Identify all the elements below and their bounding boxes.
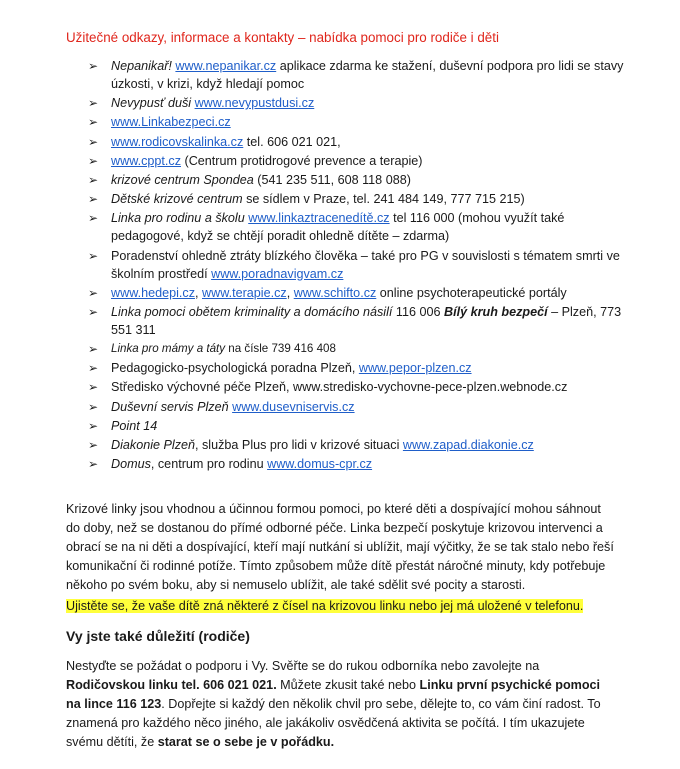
- section-heading: Vy jste také důležití (rodiče): [66, 628, 250, 644]
- list-item: [86, 417, 626, 435]
- item-name: Diakonie Plzeň: [111, 438, 196, 452]
- item-text: na čísle 739 416 408: [225, 342, 336, 356]
- item-name: Nevypusť duši: [111, 96, 192, 111]
- list-item: [86, 133, 626, 151]
- list-item: [86, 359, 626, 377]
- item-link[interactable]: www.rodicovskalinka.cz: [111, 134, 244, 149]
- item-link[interactable]: www.terapie.cz: [202, 285, 287, 300]
- list-item: [86, 94, 626, 112]
- arrow-bullet-icon: ➢: [88, 361, 99, 376]
- para-bold: starat se o sebe je v pořádku.: [157, 735, 335, 749]
- item-bold: Bílý kruh bezpečí: [444, 304, 548, 319]
- item-link[interactable]: www.domus-cpr.cz: [267, 457, 373, 472]
- arrow-bullet-icon: ➢: [88, 211, 99, 226]
- list-item: [86, 190, 626, 208]
- list-item: [86, 436, 626, 454]
- arrow-bullet-icon: ➢: [88, 418, 99, 433]
- arrow-bullet-icon: ➢: [88, 285, 99, 300]
- para-bold: Rodičovskou linku tel. 606 021 021.: [66, 678, 277, 692]
- list-item: [86, 171, 626, 189]
- item-name: Linka pro rodinu a školu: [111, 211, 245, 226]
- arrow-bullet-icon: ➢: [88, 115, 99, 130]
- item-link[interactable]: www.nevypustdusi.cz: [194, 96, 315, 111]
- crisis-lines-paragraph: Krizové linky jsou vhodnou a účinnou formou pomoci, po které děti a dospívající mohou sáhnout do doby, než se dostanou do přímé odborné péče. Linka bezpečí poskytuje krizovou intervenci a obrací se na ni děti a dospívající, kteří mají nutkání si ublížit, mají výčitky, že se tak stalo nebo řeší komunikační či rodinné potíže. Tímto způsobem může dítě přestát náročné minuty, kdy potřebuje někoho po svém boku, aby si nemuselo ublížit, ale také sdělit své pocity a starosti.: [66, 502, 614, 592]
- item-link[interactable]: www.Linkabezpeci.cz: [111, 115, 231, 130]
- arrow-bullet-icon: ➢: [88, 96, 99, 111]
- item-name: Dětské krizové centrum: [111, 192, 243, 207]
- arrow-bullet-icon: ➢: [88, 248, 99, 263]
- list-item: [86, 455, 626, 473]
- item-link[interactable]: www.dusevniservis.cz: [232, 399, 355, 414]
- item-text: Středisko výchovné péče Plzeň, www.stredisko-vychovne-pece-plzen.webnode.cz: [111, 380, 568, 395]
- para-text: Můžete zkusit také nebo: [276, 678, 420, 692]
- item-name: Linka pomoci obětem kriminality a domácího násilí: [111, 304, 393, 319]
- list-item: [86, 209, 626, 245]
- list-item: [86, 340, 626, 358]
- item-text: , centrum pro rodinu: [150, 457, 268, 472]
- list-item: [86, 57, 626, 93]
- item-link[interactable]: www.pepor-plzen.cz: [358, 361, 472, 376]
- item-text: 116 006: [392, 304, 444, 319]
- item-text: , služba Plus pro lidi v krizové situaci: [195, 438, 403, 452]
- para-text: Nestyďte se požádat o podporu i Vy. Svěřte se do rukou odborníka nebo zavolejte na: [66, 659, 540, 673]
- arrow-bullet-icon: ➢: [88, 304, 99, 319]
- item-name: Domus: [111, 457, 151, 472]
- arrow-bullet-icon: ➢: [88, 342, 99, 357]
- item-text: aplikace zdarma ke stažení, duševní podpora pro lidi se stavy úzkosti, v krizi, když hledají pomoc: [111, 59, 624, 91]
- arrow-bullet-icon: ➢: [88, 172, 99, 187]
- para-bold: Linku první psychické pomoci na lince 116 123: [66, 678, 601, 711]
- item-text: Poradenství ohledně ztráty blízkého člověka – také pro PG v souvislosti s tématem smrti ve školním prostředí: [111, 248, 620, 281]
- list-item: [86, 398, 626, 416]
- item-link[interactable]: www.nepanikar.cz: [175, 59, 277, 73]
- arrow-bullet-icon: ➢: [88, 192, 99, 207]
- arrow-bullet-icon: ➢: [88, 153, 99, 168]
- item-link[interactable]: www.cppt.cz: [111, 153, 181, 168]
- arrow-bullet-icon: ➢: [88, 399, 99, 414]
- list-item: [86, 152, 626, 170]
- highlight-paragraph: [66, 597, 614, 616]
- item-text: (541 235 511, 608 118 088): [253, 172, 411, 187]
- item-link[interactable]: www.schifto.cz: [293, 285, 377, 300]
- resource-list: [86, 57, 626, 474]
- item-name: Duševní servis Plzeň: [111, 399, 229, 414]
- item-name: Point 14: [111, 418, 158, 433]
- list-item: ➢ www.hedepi.cz, www.terapie.cz, www.schifto.cz online psychoterapeutické portály: [88, 285, 567, 300]
- list-item: [86, 303, 626, 339]
- item-link[interactable]: www.linkaztracenedítě.cz: [248, 211, 390, 226]
- list-item: [86, 247, 626, 283]
- item-name: krizové centrum Spondea: [111, 172, 254, 187]
- list-item: [86, 113, 626, 131]
- para-text: . Dopřejte si každý den několik chvil pro sebe, dělejte to, co vám činí radost. To znamená pro každého něco jiného, ale jakákoliv osvědčená aktivita se počítá. I tím ukazujete svému dětíti, že: [66, 697, 601, 749]
- item-text: se sídlem v Praze, tel. 241 484 149, 777 715 215): [242, 192, 525, 207]
- item-link[interactable]: www.hedepi.cz: [111, 285, 195, 300]
- item-text: – Plzeň, 773 551 311: [111, 304, 622, 337]
- item-text: tel. 606 021 021,: [243, 134, 341, 149]
- parents-paragraph: [66, 657, 614, 752]
- item-text: online psychoterapeutické portály: [376, 285, 567, 300]
- item-text: tel 116 000 (mohou využít také pedagogové, když se chtějí poradit ohledně dítěte – zdarma): [111, 211, 565, 244]
- arrow-bullet-icon: ➢: [88, 134, 99, 149]
- page-title: Užitečné odkazy, informace a kontakty – nabídka pomoci pro rodiče i děti: [66, 30, 499, 45]
- item-link[interactable]: www.zapad.diakonie.cz: [402, 438, 534, 452]
- item-name: Nepanikař!: [111, 59, 172, 73]
- item-text: Pedagogicko-psychologická poradna Plzeň,: [111, 361, 359, 376]
- arrow-bullet-icon: ➢: [88, 59, 99, 73]
- item-name: Linka pro mámy a táty: [111, 342, 226, 356]
- item-text: (Centrum protidrogové prevence a terapie): [181, 153, 423, 168]
- highlighted-text: Ujistěte se, že vaše dítě zná některé z čísel na krizovou linku nebo jej má uložené v telefonu.: [66, 599, 584, 613]
- arrow-bullet-icon: ➢: [88, 438, 99, 452]
- arrow-bullet-icon: ➢: [88, 380, 99, 395]
- item-link[interactable]: www.poradnavigvam.cz: [211, 266, 344, 281]
- list-item: [86, 378, 626, 396]
- arrow-bullet-icon: ➢: [88, 457, 99, 472]
